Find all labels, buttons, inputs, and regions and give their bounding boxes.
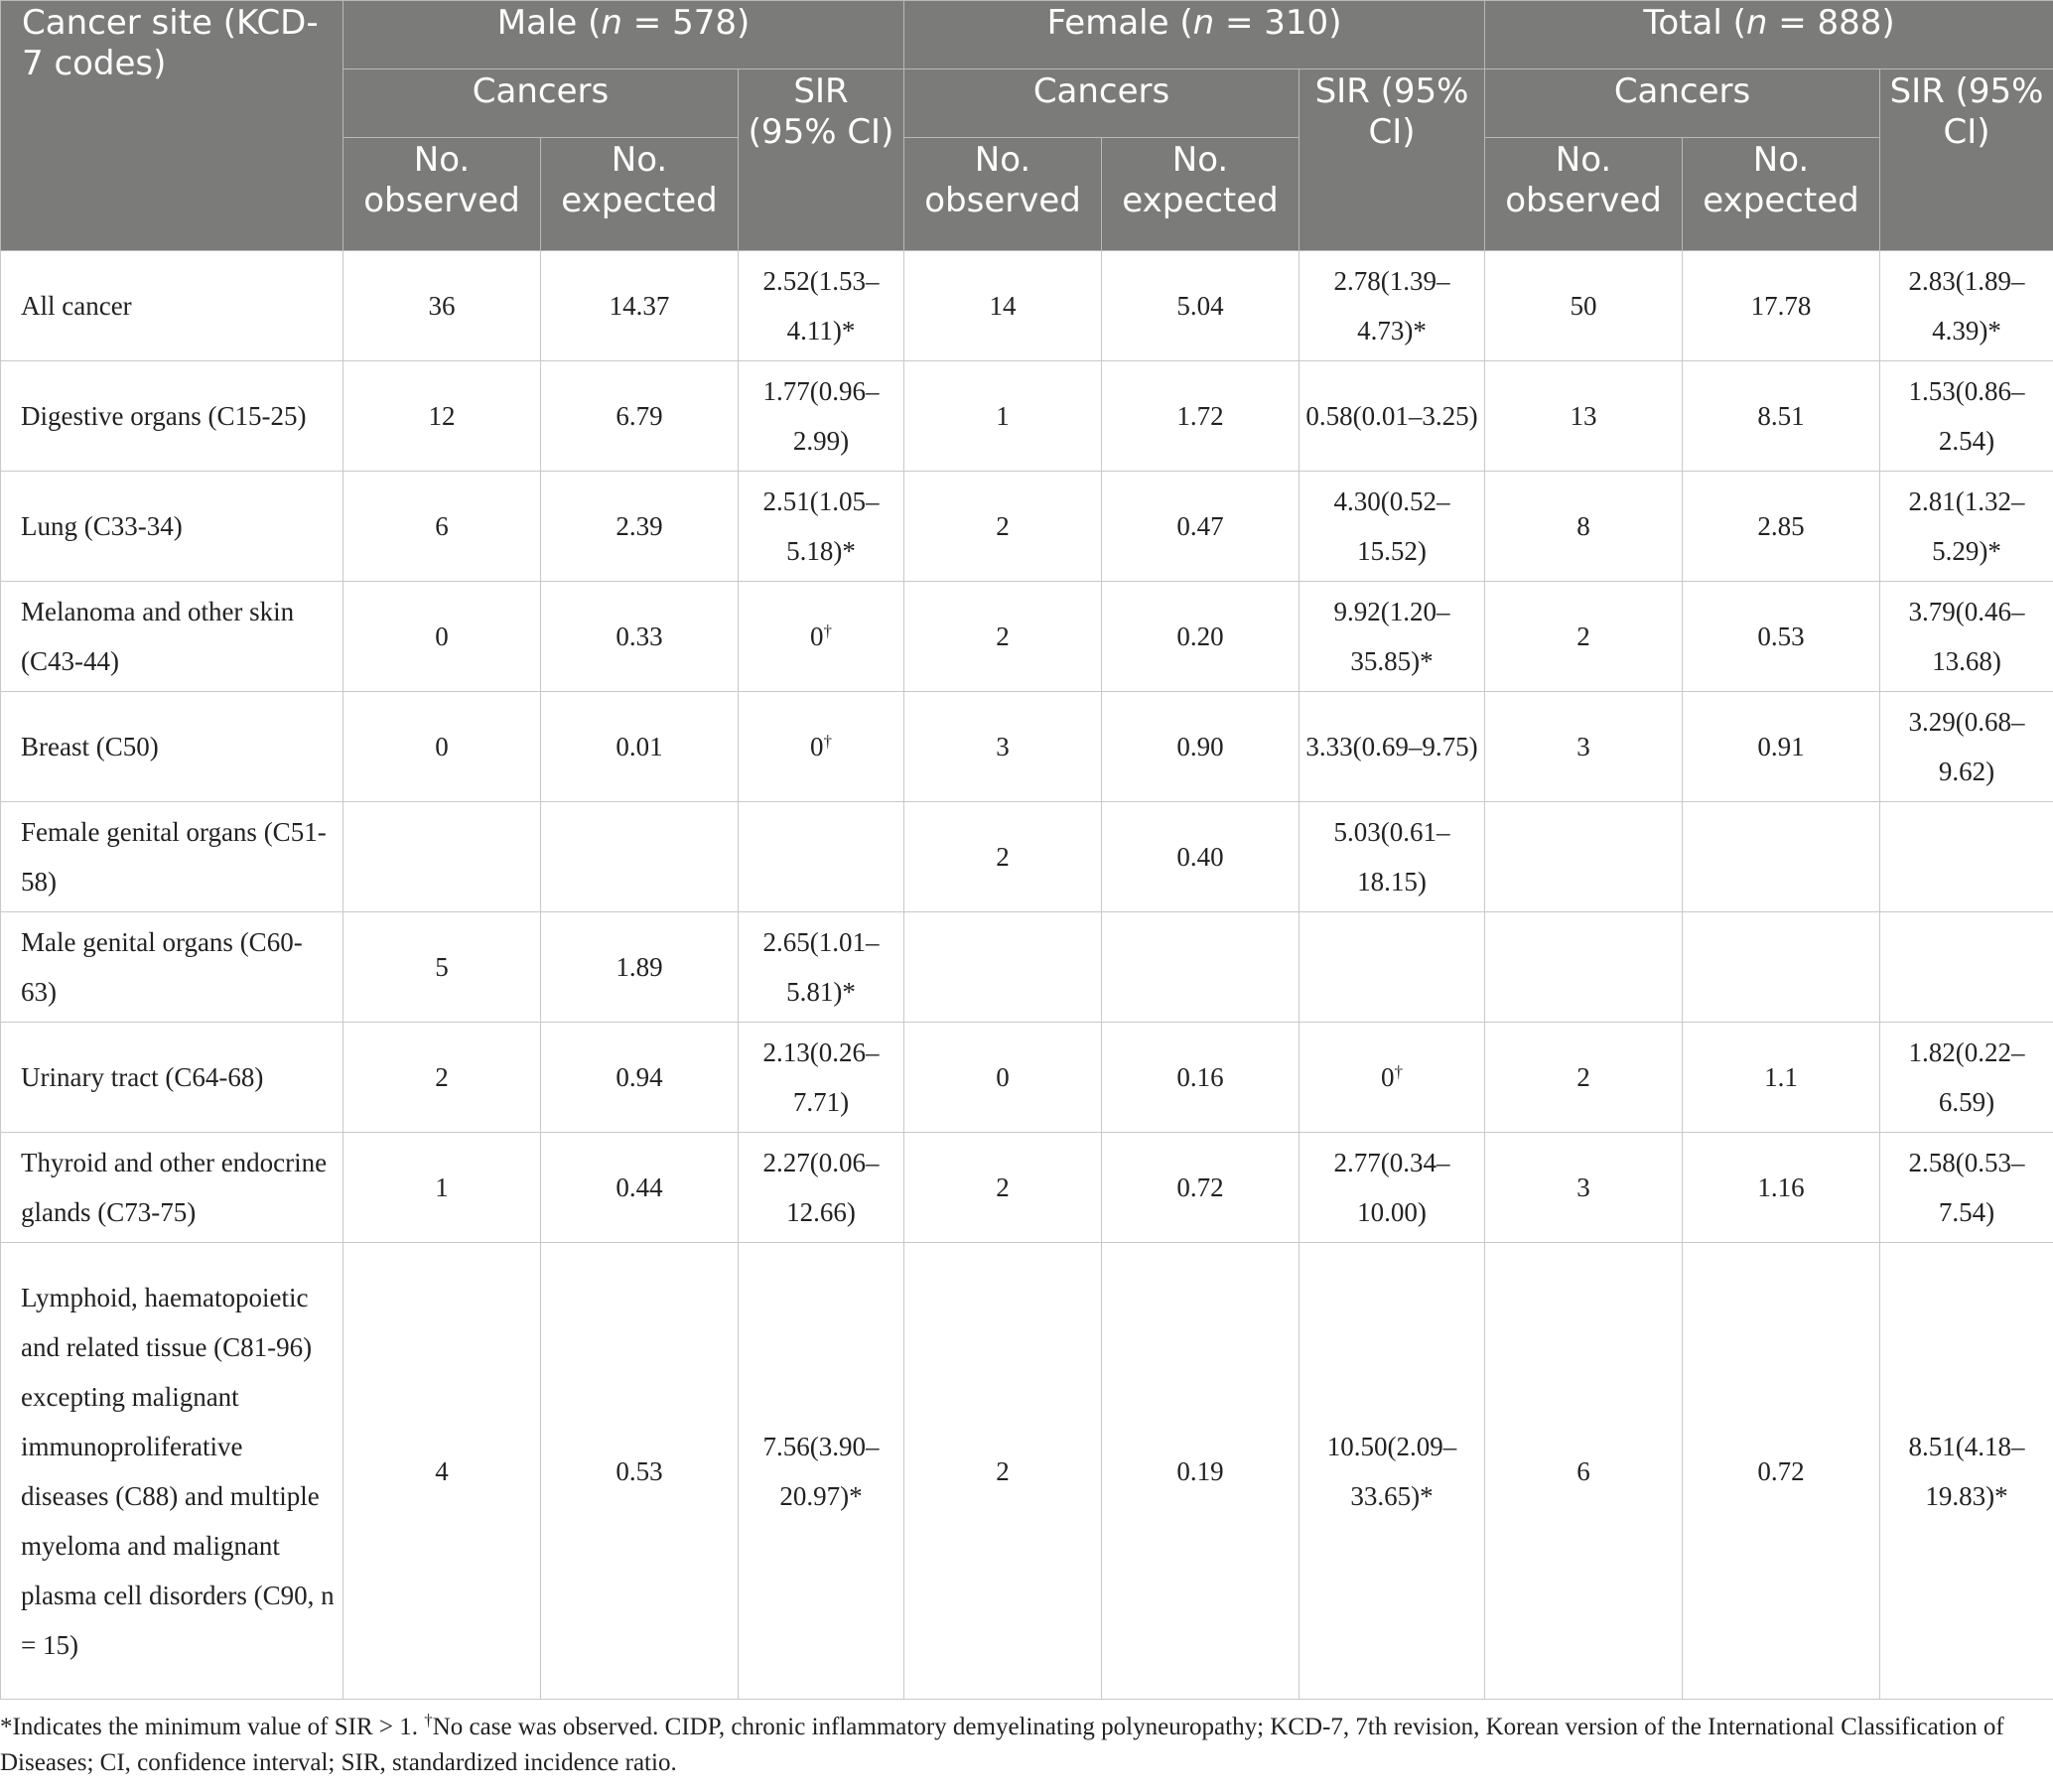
- header-sir: SIR (95% CI): [739, 69, 904, 251]
- table-row: [1, 1023, 2053, 1133]
- expected-cell: 5.04: [1102, 251, 1300, 361]
- sir-cell: 0.58(0.01–3.25): [1300, 361, 1485, 472]
- cancer-site-cell: Digestive organs (C15-25): [1, 361, 343, 472]
- observed-cell: [1485, 912, 1683, 1023]
- header-cancers: Cancers: [343, 69, 739, 138]
- cancer-site-cell: All cancer: [1, 251, 343, 361]
- observed-cell: 5: [343, 912, 541, 1023]
- sir-cell: [1880, 912, 2053, 1023]
- sir-cell: 2.78(1.39–4.73)*: [1300, 251, 1485, 361]
- table-row: [1, 912, 2053, 1023]
- cancer-site-cell: Melanoma and other skin (C43-44): [1, 582, 343, 692]
- table-body: [1, 251, 2053, 1700]
- header-observed: No. observed: [1485, 138, 1683, 251]
- header-expected: No. expected: [1683, 138, 1880, 251]
- sir-cell: 7.56(3.90–20.97)*: [739, 1243, 904, 1700]
- observed-cell: 6: [343, 472, 541, 582]
- observed-cell: 0: [343, 692, 541, 802]
- expected-cell: 6.79: [541, 361, 739, 472]
- observed-cell: 2: [904, 1133, 1102, 1243]
- sir-cell: [739, 802, 904, 912]
- expected-cell: 2.85: [1683, 472, 1880, 582]
- expected-cell: 1.72: [1102, 361, 1300, 472]
- observed-cell: 13: [1485, 361, 1683, 472]
- table-row: [1, 1133, 2053, 1243]
- sir-cell: 2.13(0.26–7.71): [739, 1023, 904, 1133]
- cancer-site-cell: Male genital organs (C60-63): [1, 912, 343, 1023]
- observed-cell: 2: [904, 582, 1102, 692]
- observed-cell: 2: [343, 1023, 541, 1133]
- observed-cell: 36: [343, 251, 541, 361]
- sir-cell: 0†: [739, 582, 904, 692]
- sir-cell: 2.65(1.01–5.81)*: [739, 912, 904, 1023]
- header-observed: No. observed: [904, 138, 1102, 251]
- observed-cell: 14: [904, 251, 1102, 361]
- expected-cell: 0.91: [1683, 692, 1880, 802]
- expected-cell: 0.72: [1683, 1243, 1880, 1700]
- header-expected: No. expected: [541, 138, 739, 251]
- table-row: [1, 472, 2053, 582]
- sir-cell: [1300, 912, 1485, 1023]
- observed-cell: 12: [343, 361, 541, 472]
- cancer-site-cell: Thyroid and other endocrine glands (C73-75): [1, 1133, 343, 1243]
- observed-cell: [343, 802, 541, 912]
- sir-cell: 5.03(0.61–18.15): [1300, 802, 1485, 912]
- sir-cell: 8.51(4.18–19.83)*: [1880, 1243, 2053, 1700]
- expected-cell: 0.53: [1683, 582, 1880, 692]
- header-expected: No. expected: [1102, 138, 1300, 251]
- expected-cell: 1.16: [1683, 1133, 1880, 1243]
- expected-cell: 0.53: [541, 1243, 739, 1700]
- expected-cell: 0.40: [1102, 802, 1300, 912]
- expected-cell: 0.16: [1102, 1023, 1300, 1133]
- sir-cell: 1.53(0.86–2.54): [1880, 361, 2053, 472]
- observed-cell: 8: [1485, 472, 1683, 582]
- sir-cell: 2.81(1.32–5.29)*: [1880, 472, 2053, 582]
- observed-cell: 1: [904, 361, 1102, 472]
- observed-cell: 1: [343, 1133, 541, 1243]
- expected-cell: 0.19: [1102, 1243, 1300, 1700]
- header-sir: SIR (95% CI): [1300, 69, 1485, 251]
- observed-cell: 4: [343, 1243, 541, 1700]
- observed-cell: 2: [904, 1243, 1102, 1700]
- sir-cell: 3.79(0.46–13.68): [1880, 582, 2053, 692]
- expected-cell: 0.33: [541, 582, 739, 692]
- observed-cell: 3: [1485, 1133, 1683, 1243]
- sir-cell: 2.58(0.53–7.54): [1880, 1133, 2053, 1243]
- sir-cell: 0†: [1300, 1023, 1485, 1133]
- expected-cell: 0.01: [541, 692, 739, 802]
- expected-cell: 0.72: [1102, 1133, 1300, 1243]
- header-sir: SIR (95% CI): [1880, 69, 2053, 251]
- expected-cell: [1102, 912, 1300, 1023]
- header-cancer-site: Cancer site (KCD-7 codes): [1, 1, 343, 251]
- expected-cell: 2.39: [541, 472, 739, 582]
- table-header: [1, 1, 2053, 251]
- table-row: [1, 802, 2053, 912]
- table-row: [1, 361, 2053, 472]
- sir-cell: [1880, 802, 2053, 912]
- table-footnote: *Indicates the minimum value of SIR > 1. †No case was observed. CIDP, chronic inflammatory demyelinating polyneuropathy; KCD-7, 7th revision, Korean version of the International Classification of Diseases; CI, confidence interval; SIR, standardized incidence ratio.: [0, 1711, 2004, 1776]
- observed-cell: 2: [1485, 1023, 1683, 1133]
- header-group-male: Male (n = 578): [343, 1, 904, 69]
- sir-cell: 2.27(0.06–12.66): [739, 1133, 904, 1243]
- header-cancers: Cancers: [1485, 69, 1880, 138]
- observed-cell: 2: [904, 802, 1102, 912]
- expected-cell: 8.51: [1683, 361, 1880, 472]
- table-row: [1, 251, 2053, 361]
- expected-cell: 17.78: [1683, 251, 1880, 361]
- sir-cell: 2.83(1.89–4.39)*: [1880, 251, 2053, 361]
- header-group-female: Female (n = 310): [904, 1, 1485, 69]
- observed-cell: 0: [904, 1023, 1102, 1133]
- observed-cell: 2: [1485, 582, 1683, 692]
- observed-cell: 6: [1485, 1243, 1683, 1700]
- observed-cell: [904, 912, 1102, 1023]
- sir-cell: 2.77(0.34–10.00): [1300, 1133, 1485, 1243]
- expected-cell: 0.47: [1102, 472, 1300, 582]
- observed-cell: 3: [1485, 692, 1683, 802]
- cancer-site-cell: Breast (C50): [1, 692, 343, 802]
- cancer-site-cell: Lymphoid, haematopoietic and related tissue (C81-96) excepting malignant immunoproliferative diseases (C88) and multiple myeloma and malignant plasma cell disorders (C90, n = 15): [1, 1243, 343, 1700]
- expected-cell: [1683, 802, 1880, 912]
- expected-cell: 0.90: [1102, 692, 1300, 802]
- table-row: [1, 582, 2053, 692]
- table-row: [1, 692, 2053, 802]
- expected-cell: [1683, 912, 1880, 1023]
- cancer-site-cell: Female genital organs (C51-58): [1, 802, 343, 912]
- sir-cell: 1.82(0.22–6.59): [1880, 1023, 2053, 1133]
- sir-cell: 0†: [739, 692, 904, 802]
- sir-cell: 4.30(0.52–15.52): [1300, 472, 1485, 582]
- header-group-total: Total (n = 888): [1485, 1, 2053, 69]
- cancer-site-cell: Lung (C33-34): [1, 472, 343, 582]
- expected-cell: 1.1: [1683, 1023, 1880, 1133]
- expected-cell: 1.89: [541, 912, 739, 1023]
- sir-cell: 1.77(0.96–2.99): [739, 361, 904, 472]
- sir-cell: 10.50(2.09–33.65)*: [1300, 1243, 1485, 1700]
- table-row: [1, 1243, 2053, 1700]
- sir-cell: 3.33(0.69–9.75): [1300, 692, 1485, 802]
- sir-cell: 2.51(1.05–5.18)*: [739, 472, 904, 582]
- expected-cell: 0.44: [541, 1133, 739, 1243]
- expected-cell: [541, 802, 739, 912]
- header-observed: No. observed: [343, 138, 541, 251]
- observed-cell: 0: [343, 582, 541, 692]
- expected-cell: 14.37: [541, 251, 739, 361]
- observed-cell: 3: [904, 692, 1102, 802]
- sir-cell: 2.52(1.53–4.11)*: [739, 251, 904, 361]
- cancer-site-cell: Urinary tract (C64-68): [1, 1023, 343, 1133]
- sir-cell: 9.92(1.20–35.85)*: [1300, 582, 1485, 692]
- observed-cell: 50: [1485, 251, 1683, 361]
- observed-cell: 2: [904, 472, 1102, 582]
- observed-cell: [1485, 802, 1683, 912]
- expected-cell: 0.20: [1102, 582, 1300, 692]
- expected-cell: 0.94: [541, 1023, 739, 1133]
- header-cancers: Cancers: [904, 69, 1300, 138]
- sir-cell: 3.29(0.68–9.62): [1880, 692, 2053, 802]
